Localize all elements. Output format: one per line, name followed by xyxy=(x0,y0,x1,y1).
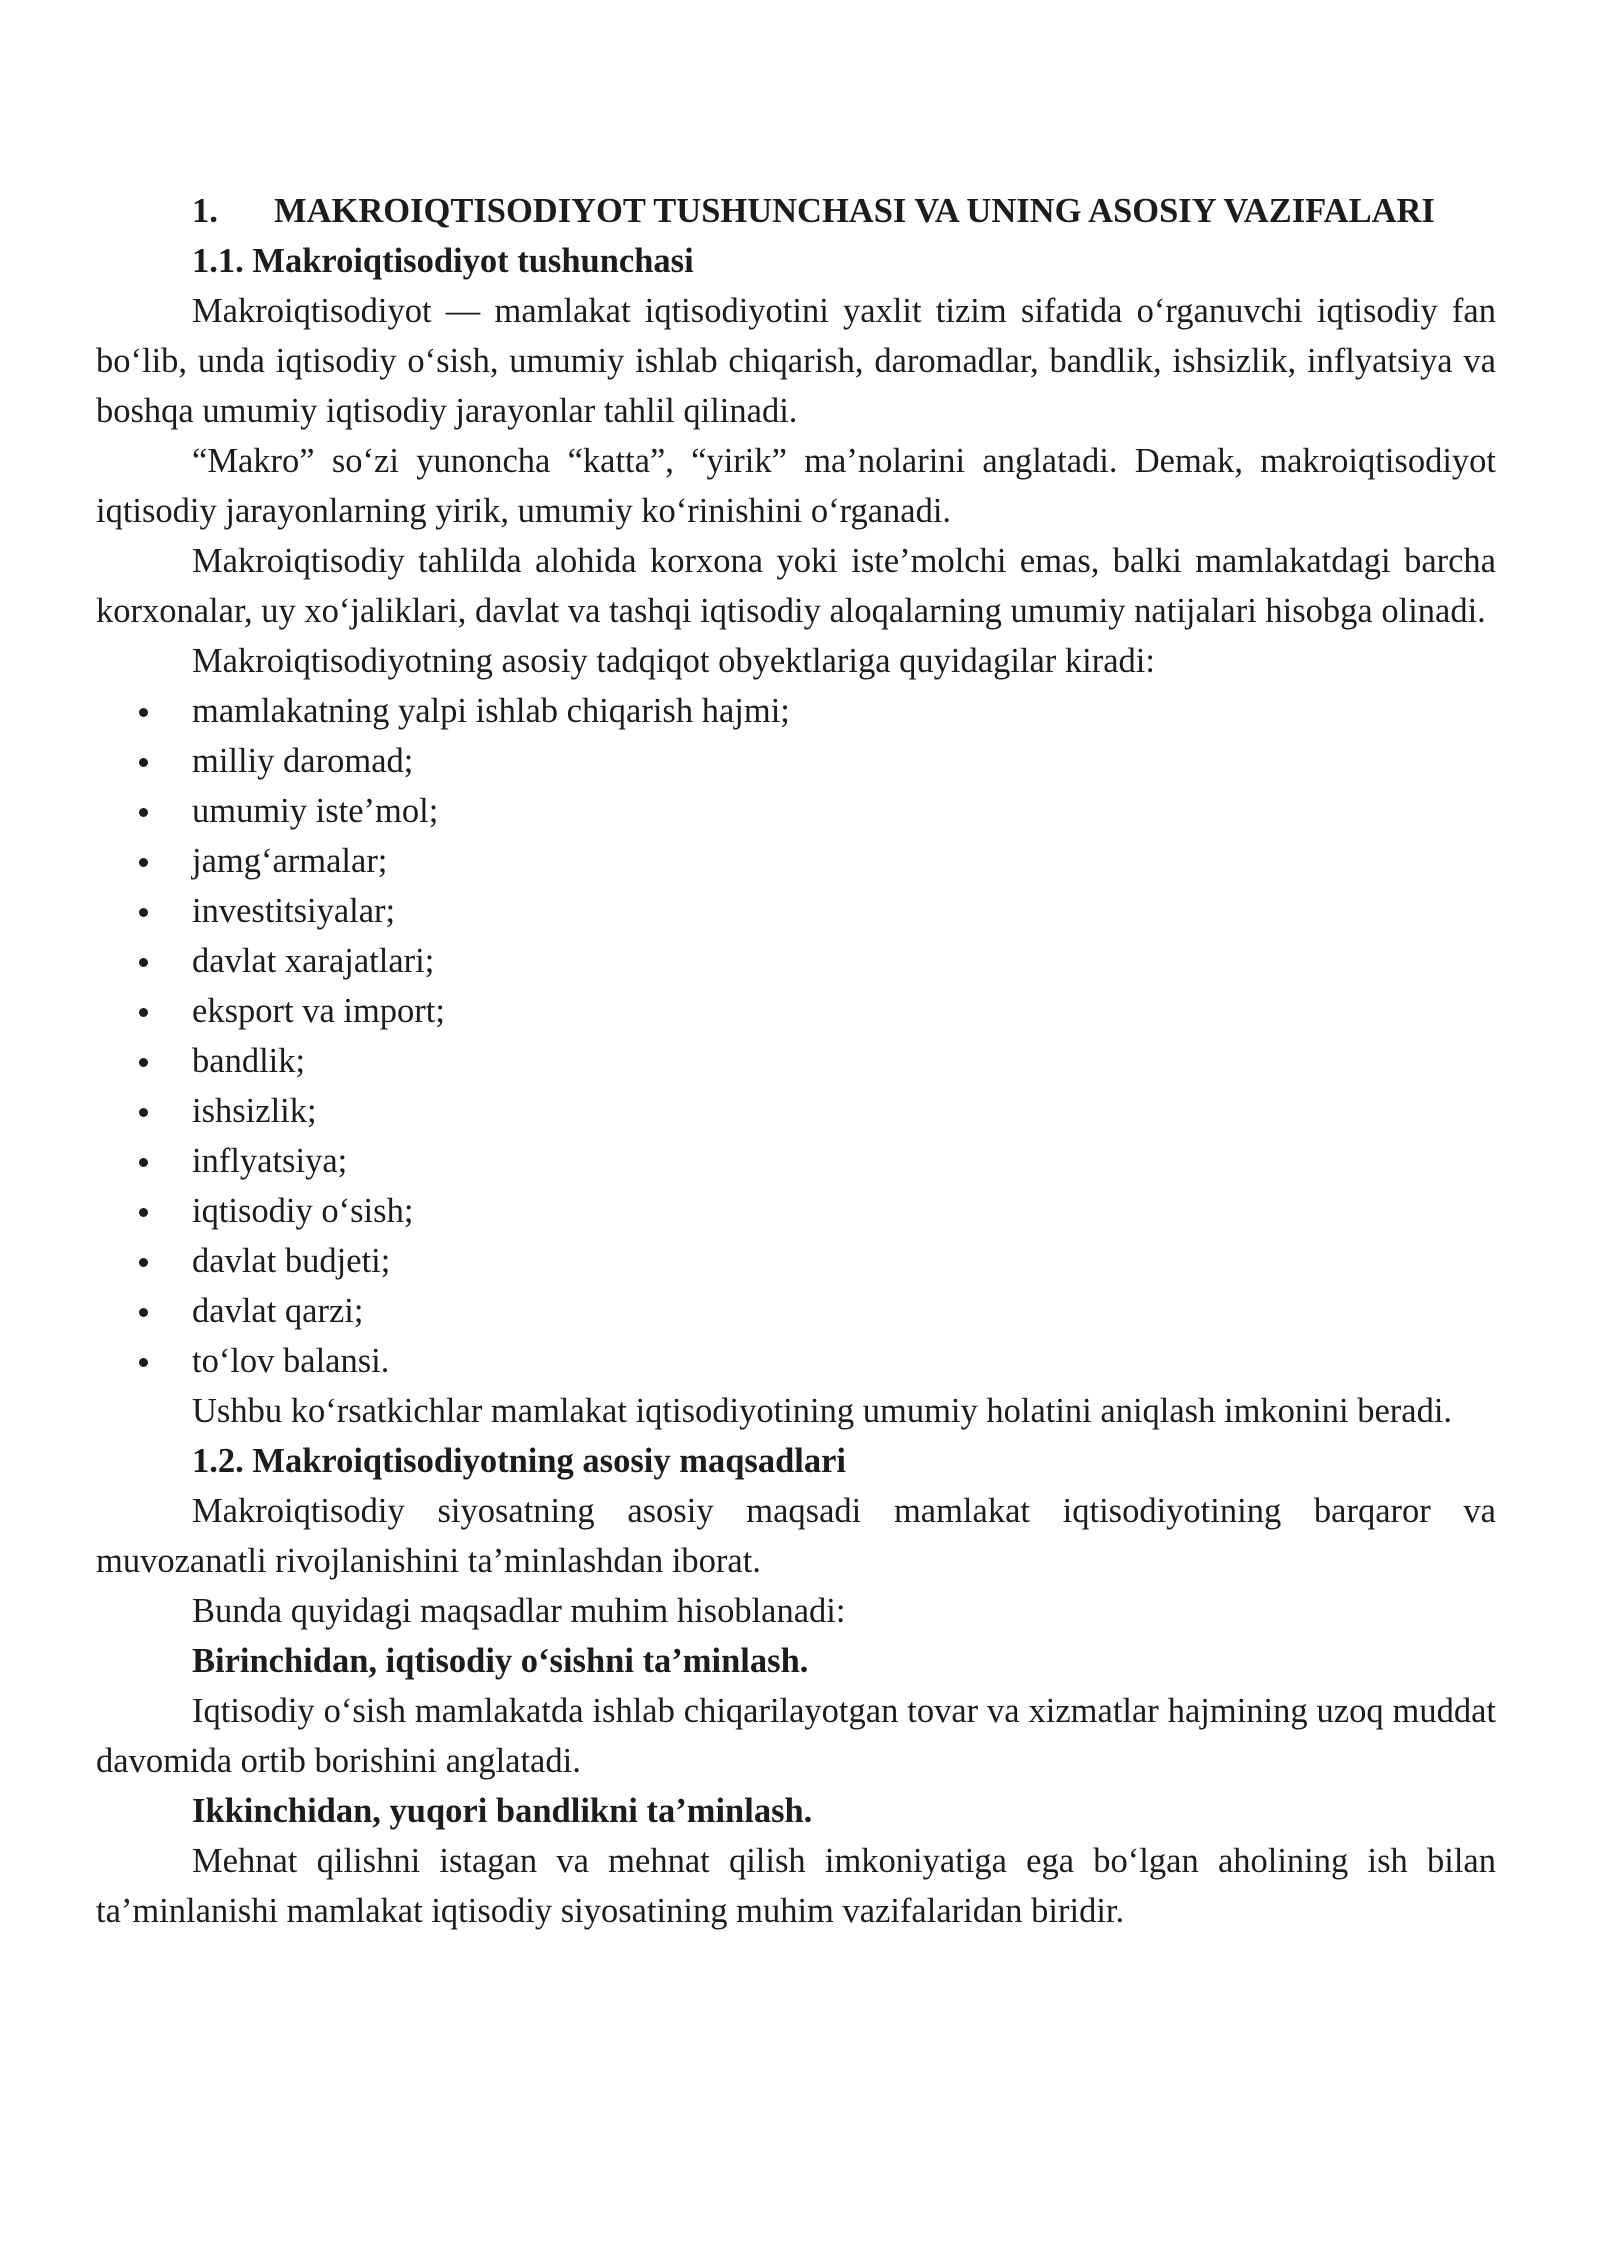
bullet-icon xyxy=(139,708,148,717)
bullet-icon xyxy=(139,1158,148,1167)
chapter-number: 1. xyxy=(192,192,218,230)
bullet-icon xyxy=(139,1058,148,1067)
list-item: inflyatsiya; xyxy=(96,1136,1496,1186)
bullet-icon xyxy=(139,758,148,767)
document-page xyxy=(96,186,1496,1936)
bullet-icon xyxy=(139,1208,148,1217)
list-item: investitsiyalar; xyxy=(96,886,1496,936)
paragraph-definition: Makroiqtisodiyot — mamlakat iqtisodiyotini yaxlit tizim sifatida o‘rganuvchi iqtisodiy fan bo‘lib, unda iqtisodiy o‘sish, umumiy ishlab chiqarish, daromadlar, bandlik, ishsizlik, inflyatsiya va boshqa umumiy iqtisodiy jarayonlar tahlil qilinadi. xyxy=(96,292,1496,430)
chapter-heading xyxy=(96,186,1496,236)
bullet-icon xyxy=(139,1108,148,1117)
paragraph-makro-meaning: “Makro” so‘zi yunoncha “katta”, “yirik” ma’nolarini anglatadi. Demak, makroiqtisodiyot iqtisodiy jarayonlarning yirik, umumiy ko‘rinishini o‘rganadi. xyxy=(96,442,1496,530)
paragraph-indicators-closing: Ushbu ko‘rsatkichlar mamlakat iqtisodiyotining umumiy holatini aniqlash imkonini beradi. xyxy=(192,1392,1453,1430)
bullet-icon xyxy=(139,1258,148,1267)
bullet-icon xyxy=(139,1008,148,1017)
list-item: mamlakatning yalpi ishlab chiqarish hajmi; xyxy=(96,686,1496,736)
list-item: davlat xarajatlari; xyxy=(96,936,1496,986)
list-item: ishsizlik; xyxy=(96,1086,1496,1136)
bullet-icon xyxy=(139,1308,148,1317)
list-item: jamg‘armalar; xyxy=(96,836,1496,886)
section-1-1-title: 1.1. Makroiqtisodiyot tushunchasi xyxy=(192,242,694,280)
bullet-icon xyxy=(139,808,148,817)
goal-1-text: Iqtisodiy o‘sish mamlakatda ishlab chiqarilayotgan tovar va xizmatlar hajmining uzoq muddat davomida ortib borishini anglatadi. xyxy=(96,1692,1496,1780)
list-item: iqtisodiy o‘sish; xyxy=(96,1186,1496,1236)
goal-2-text: Mehnat qilishni istagan va mehnat qilish imkoniyatiga ega bo‘lgan aholining ish bilan ta’minlanishi mamlakat iqtisodiy siyosatining muhim vazifalaridan biridir. xyxy=(96,1842,1496,1930)
section-1-2-title: 1.2. Makroiqtisodiyotning asosiy maqsadlari xyxy=(192,1442,847,1480)
goal-2-title: Ikkinchidan, yuqori bandlikni ta’minlash. xyxy=(192,1792,813,1830)
bullet-icon xyxy=(139,858,148,867)
paragraph-goals-lead: Bunda quyidagi maqsadlar muhim hisoblanadi: xyxy=(192,1592,846,1630)
list-item: to‘lov balansi. xyxy=(96,1336,1496,1386)
bullet-icon xyxy=(139,1358,148,1367)
list-item: bandlik; xyxy=(96,1036,1496,1086)
paragraph-objects-intro: Makroiqtisodiyotning asosiy tadqiqot obyektlariga quyidagilar kiradi: xyxy=(192,642,1155,680)
list-item: eksport va import; xyxy=(96,986,1496,1036)
bullet-icon xyxy=(139,958,148,967)
list-item: davlat budjeti; xyxy=(96,1236,1496,1286)
bullet-icon xyxy=(139,908,148,917)
paragraph-analysis: Makroiqtisodiy tahlilda alohida korxona yoki iste’molchi emas, balki mamlakatdagi barcha korxonalar, uy xo‘jaliklari, davlat va tashqi iqtisodiy aloqalarning umumiy natijalari hisobga olinadi. xyxy=(96,542,1496,630)
list-item: milliy daromad; xyxy=(96,736,1496,786)
paragraph-policy-goal: Makroiqtisodiy siyosatning asosiy maqsadi mamlakat iqtisodiyotining barqaror va muvozanatli rivojlanishini ta’minlashdan iborat. xyxy=(96,1492,1496,1580)
goal-1-title: Birinchidan, iqtisodiy o‘sishni ta’minlash. xyxy=(192,1642,809,1680)
list-item: davlat qarzi; xyxy=(96,1286,1496,1336)
objects-list xyxy=(96,686,1496,1386)
list-item: umumiy iste’mol; xyxy=(96,786,1496,836)
chapter-title: MAKROIQTISODIYOT TUSHUNCHASI VA UNING ASOSIY VAZIFALARI xyxy=(274,192,1435,230)
